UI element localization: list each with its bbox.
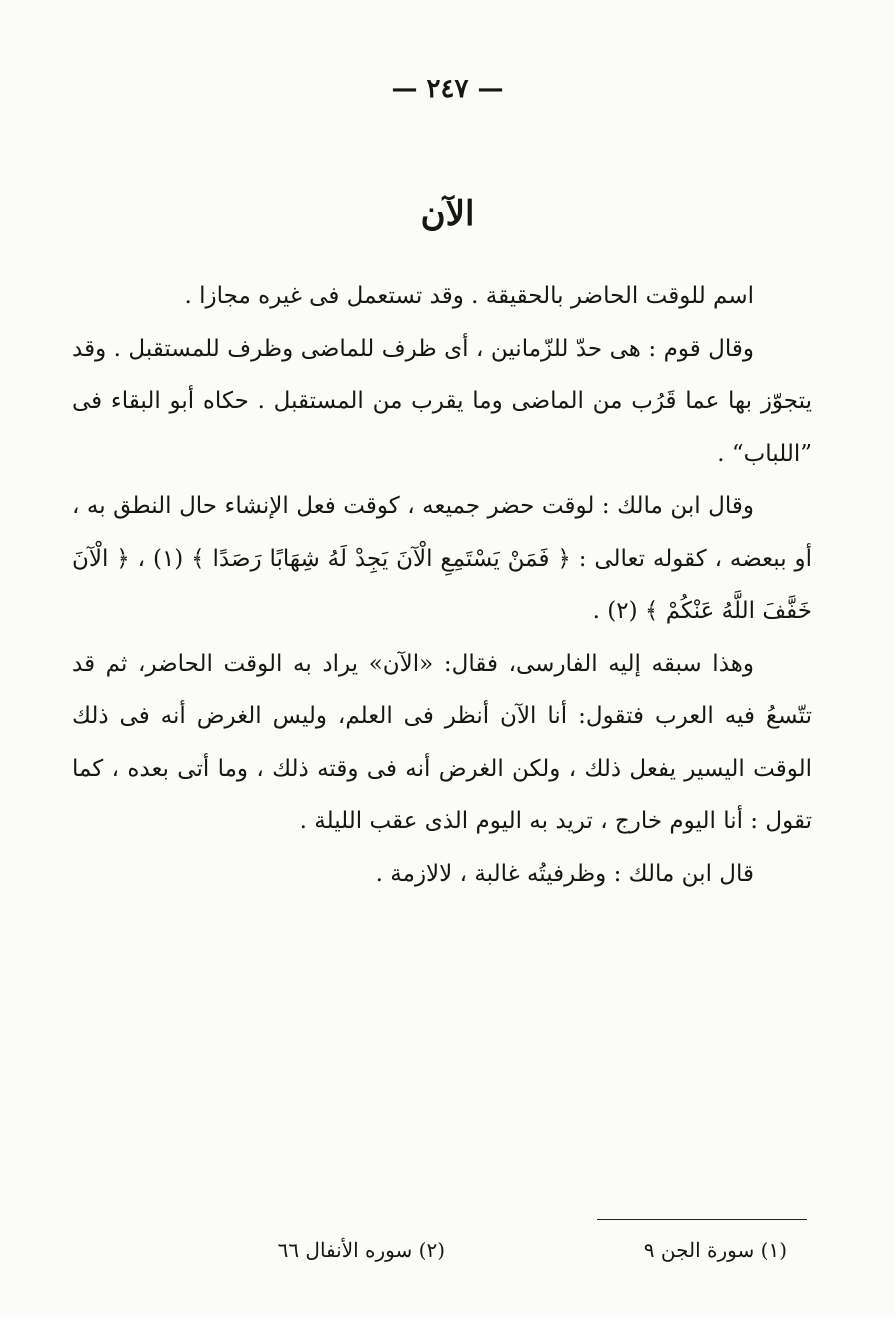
- paragraph-farisi: وهذا سبقه إليه الفارسى، فقال: «الآن» يراد به الوقت الحاضر، ثم قد تتّسعُ فيه العرب فتقول: أنا الآن أنظر فى العلم، وليس الغرض أنه فى ذلك الوقت اليسير يفعل ذلك ، ولكن الغرض أنه فى وقته ذلك ، وما أتى بعده ، كما تقول : أنا اليوم خارج ، تريد به اليوم الذى عقب الليلة .: [72, 650, 812, 834]
- page-number: — ٢٤٧ —: [391, 74, 504, 104]
- entry-heading: الآن: [420, 194, 475, 234]
- paragraph-ibn-malik: وقال ابن مالك : لوقت حضر جميعه ، كوقت فعل الإنشاء حال النطق به ، أو ببعضه ، كقوله تعالى : ﴿ فَمَنْ يَسْتَمِعِ الْآنَ يَجِدْ لَهُ شِهَابًا رَصَدًا ﴾ (١) ، ﴿ الْآنَ خَفَّفَ اللَّهُ عَنْكُمْ ﴾ (٢) .: [72, 493, 812, 624]
- paragraph-definition: اسم للوقت الحاضر بالحقيقة . وقد تستعمل فى غيره مجازا .: [184, 283, 754, 309]
- footnote-1: (١) سورة الجن ٩: [643, 1238, 787, 1262]
- footnotes: [0, 1238, 895, 1278]
- paragraph-qawm: وقال قوم : هى حدّ للزّمانين ، أى ظرف للماضى وظرف للمستقبل . وقد يتجوّز بها عما قَرُب من الماضى وما يقرب من المستقبل . حكاه أبو البقاء فى ”اللباب“ .: [72, 335, 812, 467]
- paragraph-ibn-malik-conclusion: قال ابن مالك : وظرفيتُه غالبة ، لالازمة .: [375, 860, 754, 887]
- entry-body: [72, 270, 812, 900]
- footnote-2: (٢) سوره الأنفال ٦٦: [277, 1238, 445, 1262]
- footnote-divider: [597, 1219, 807, 1220]
